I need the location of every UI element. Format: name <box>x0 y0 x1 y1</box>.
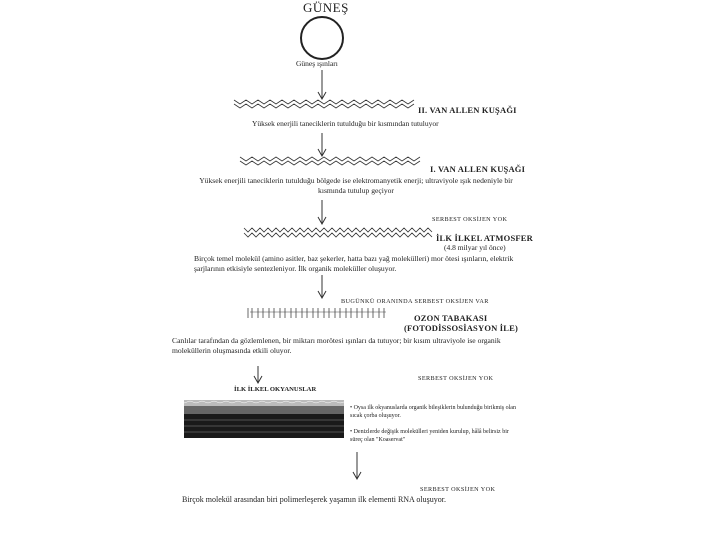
ocean-note-2: • Denizlerde değişik molekülleri yeniden kurulup, hâlâ belirsiz bir süreç olan "Koaservat" <box>350 429 509 444</box>
van-allen-1-desc: Yüksek enerjili taneciklerin tutulduğu bölgede ise elektromanyetik enerji; ultraviyole ışık nedeniyle bir kısmında tutulup geçiyor <box>199 176 513 196</box>
ocean-note-1: • Oysa ilk okyanuslarda organik bileşiklerin bulunduğu birikmiş olan sıcak çorba oluşuyor. <box>350 405 516 420</box>
first-atmosphere-desc: Birçok temel molekül (amino asitler, baz şekerler, hatta bazı yağ molekülleri) mor ötesi ışınların, elektrik şarjlarının etkisiyle sentezleniyor. İlk organik moleküller oluşuyor. <box>194 254 514 274</box>
van-allen-2-band <box>234 100 414 108</box>
ozone-desc: Canlılar tarafından da gözlemlenen, bir miktarı morötesi ışınları da tutuyor; bir kısım ultraviyole ise organik moleküllerin oluşmasında etkili oluyor. <box>172 336 501 356</box>
final-rna: Birçok molekül arasından biri polimerleşerek yaşamın ilk elementi RNA oluşuyor. <box>182 495 446 504</box>
ocean-block <box>184 400 344 438</box>
van-allen-1-label: I. VAN ALLEN KUŞAĞI <box>430 164 526 174</box>
ozone-sublabel: (FOTODİSSOSİASYON İLE) <box>404 323 519 333</box>
van-allen-2-desc: Yüksek enerjili taneciklerin tutulduğu bir kısmından tutuluyor <box>252 119 439 128</box>
van-allen-1-band <box>240 157 420 165</box>
first-atmosphere-band <box>244 228 432 237</box>
ozone-label: OZON TABAKASI <box>414 313 488 323</box>
free-oxygen-none-2: SERBEST OKSİJEN YOK <box>418 375 494 382</box>
sun-rays-label: Güneş ışınları <box>296 59 338 68</box>
free-oxygen-none-1: SERBEST OKSİJEN YOK <box>432 216 508 223</box>
van-allen-2-label: II. VAN ALLEN KUŞAĞI <box>418 105 517 115</box>
ozone-band <box>248 308 386 318</box>
first-oceans-label: İLK İLKEL OKYANUSLAR <box>234 386 317 393</box>
free-oxygen-none-3: SERBEST OKSİJEN YOK <box>420 486 496 493</box>
sun-title: GÜNEŞ <box>303 0 349 15</box>
first-atmosphere-age: (4.8 milyar yıl önce) <box>444 243 506 252</box>
first-atmosphere-label: İLK İLKEL ATMOSFER <box>436 233 533 243</box>
sun-icon <box>301 17 343 59</box>
free-oxygen-small: BUGÜNKÜ ORANINDA SERBEST OKSİJEN VAR <box>341 298 489 305</box>
